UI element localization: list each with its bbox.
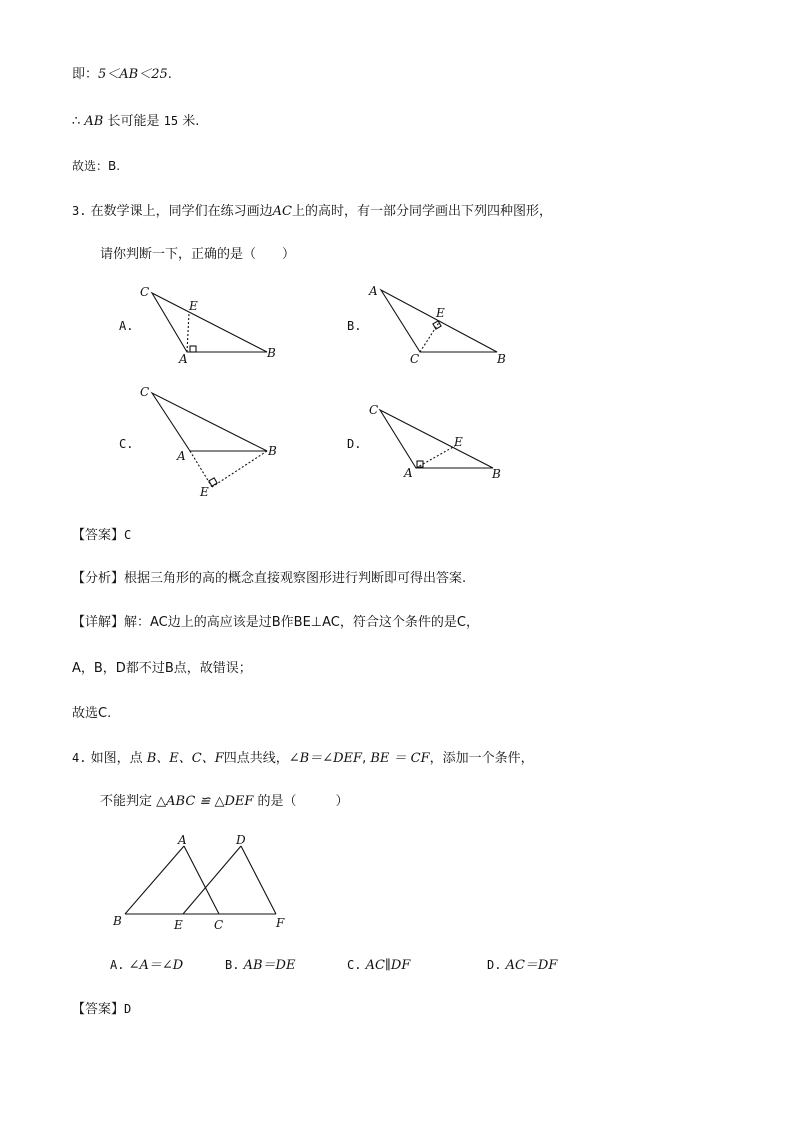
q4-option-c-text: AC∥DF <box>365 958 411 973</box>
q4-stem-a: 如图，点 <box>90 751 143 766</box>
text-length: 长可能是 <box>107 114 160 129</box>
q3-detail-line2: A，B，D都不过B点，故错误； <box>72 661 252 676</box>
figD-label-c: C <box>369 403 379 417</box>
q4-label-c: C <box>214 918 224 932</box>
q3-stem-a: 在数学课上，同学们在练习画边 <box>90 204 273 219</box>
figC-label-c: C <box>140 385 150 399</box>
q3-answer <box>72 526 131 545</box>
q3-stem-b: 上的高时，有一部分同学画出下列四种图形， <box>291 204 552 219</box>
figC-label-e: E <box>200 485 209 499</box>
text-prefix: 即： <box>72 67 99 82</box>
q4-answer <box>72 1000 131 1019</box>
q4-option-b-text: AB＝DE <box>243 958 296 973</box>
analysis-text: 根据三角形的高的概念直接观察图形进行判断即可得出答案. <box>124 571 467 586</box>
q4-cond1: ∠B＝∠DEF <box>288 751 363 766</box>
answer-tag: 【答案】 <box>72 1002 125 1017</box>
q4-stem: 4. 如图，点 B、E、C、F四点共线，∠B＝∠DEF, BE ＝ CF，添加一个条件， <box>72 751 534 766</box>
q4-option-c-label: C. <box>347 958 362 972</box>
q3-detail <box>72 614 479 632</box>
detail-text: 解：AC边上的高应该是过B作BE⊥AC，符合这个条件的是C， <box>124 615 479 630</box>
figB-label-e: E <box>436 306 445 320</box>
q4-label-e: E <box>174 918 183 932</box>
q3-analysis <box>72 570 466 588</box>
text-end: . <box>167 67 172 82</box>
figA-label-e: E <box>189 299 198 313</box>
figB-label-a: A <box>369 284 378 298</box>
q4-option-b-label: B. <box>225 958 240 972</box>
figA-label-b: B <box>267 346 276 360</box>
figC-label-b: B <box>268 444 277 458</box>
q4-option-b <box>225 956 295 975</box>
analysis-tag: 【分析】 <box>72 571 125 586</box>
figD-label-e: E <box>454 435 463 449</box>
q3-option-d-label: D. <box>347 437 362 451</box>
text-unit: 米. <box>182 114 200 129</box>
q4-figure <box>125 846 276 914</box>
q4-cond2: BE ＝ CF <box>370 751 430 766</box>
figure-a-triangle <box>152 293 267 352</box>
therefore-symbol: ∴ <box>72 114 81 129</box>
q4-stem-c: ，添加一个条件， <box>429 751 534 766</box>
q3-number: 3. <box>72 204 87 218</box>
q4-label-d: D <box>236 833 246 847</box>
figB-label-b: B <box>497 352 506 366</box>
q4-congruence: △ABC ≌ △DEF <box>156 794 254 809</box>
q4-option-d-text: AC＝DF <box>505 958 558 973</box>
q4-label-b: B <box>113 914 122 928</box>
detail-tag: 【详解】 <box>72 615 125 630</box>
figD-label-a: A <box>404 466 413 480</box>
q4-stem2-a: 不能判定 <box>100 794 153 809</box>
math-ab: AB <box>84 114 104 129</box>
figure-b-triangle <box>381 290 497 352</box>
math-inequality: 5＜AB＜25 <box>98 67 168 82</box>
figA-label-c: C <box>140 285 150 299</box>
q4-stem2-b: 的是（ ） <box>257 794 349 809</box>
figD-label-b: B <box>492 467 501 481</box>
figC-label-a: A <box>177 449 186 463</box>
q4-label-f: F <box>276 916 285 930</box>
number-15: 15 <box>163 114 179 128</box>
q4-stem-line2 <box>100 793 349 811</box>
q4-option-a <box>110 956 183 975</box>
q3-stem-line2: 请你判断一下，正确的是（ ） <box>100 247 296 262</box>
q4-stem-b: 四点共线， <box>223 751 289 766</box>
figA-label-a: A <box>179 352 188 366</box>
q4-label-a: A <box>178 833 187 847</box>
answer-value: D <box>124 1002 132 1016</box>
q4-option-a-label: A. <box>110 958 125 972</box>
q3-option-c-label: C. <box>119 437 134 451</box>
q3-stem-ac: AC <box>272 204 292 219</box>
q4-points: B、E、C、F <box>146 751 224 766</box>
q4-option-d-label: D. <box>487 958 502 972</box>
figB-label-c: C <box>410 352 420 366</box>
q4-number: 4. <box>72 751 87 765</box>
answer-value: C <box>124 528 132 542</box>
answer-tag: 【答案】 <box>72 528 125 543</box>
q4-option-d <box>487 956 557 975</box>
solution-choice: 故选：B. <box>72 159 121 173</box>
q3-option-b-label: B. <box>347 319 362 333</box>
figure-c-triangle <box>152 393 267 487</box>
q3-option-a-label: A. <box>119 319 134 333</box>
q4-option-a-text: ∠A＝∠D <box>128 958 184 973</box>
q4-option-c <box>347 956 410 975</box>
figure-d-triangle <box>380 410 493 468</box>
q3-conclusion: 故选C. <box>72 706 112 721</box>
